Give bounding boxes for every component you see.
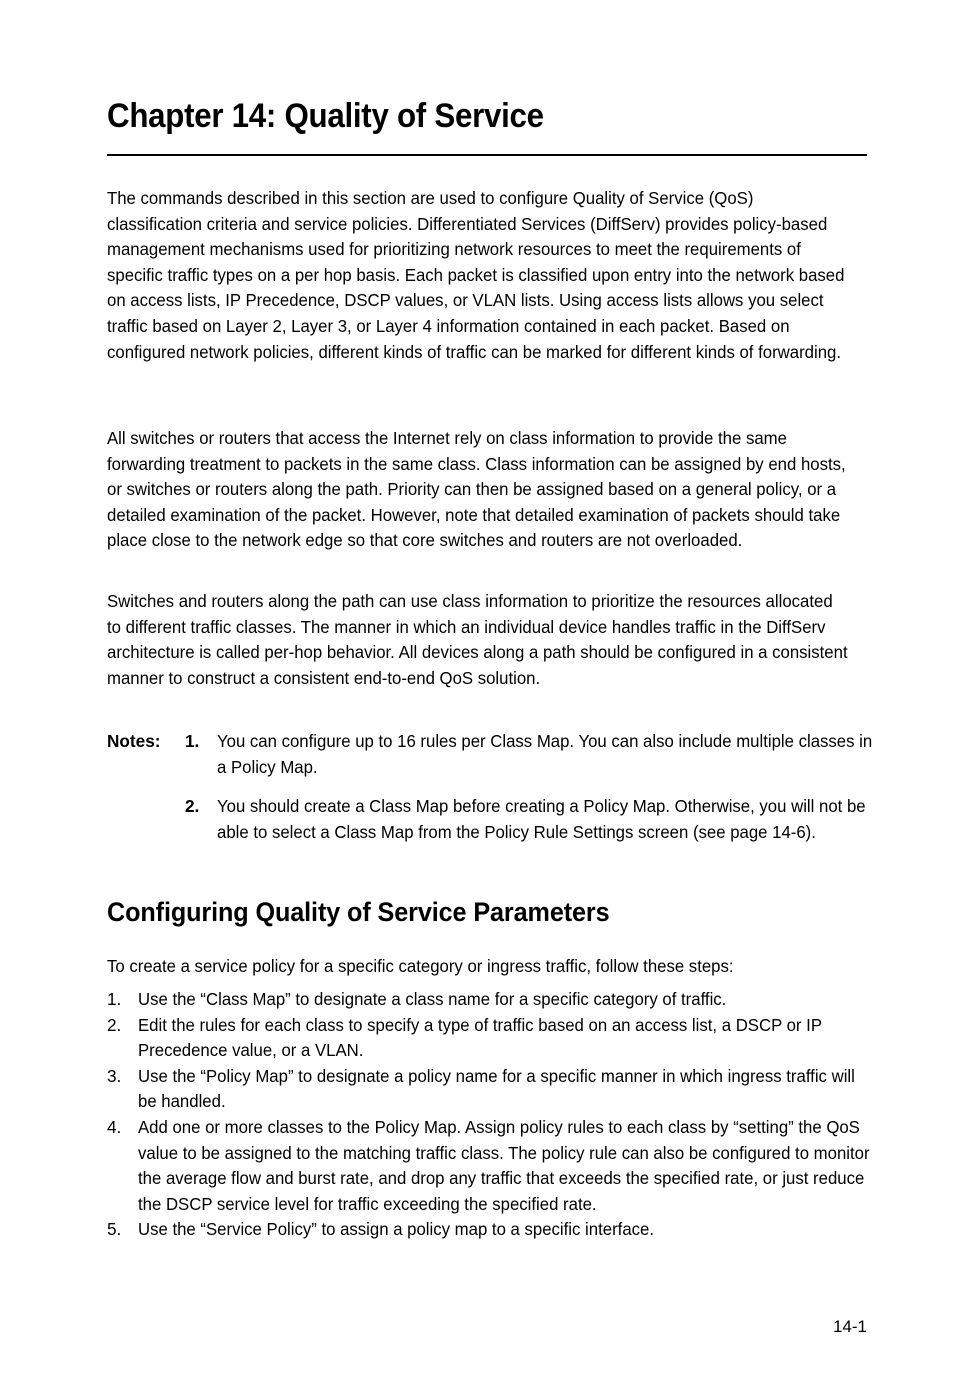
steps-list [107,987,877,1243]
chapter-title: Chapter 14: Quality of Service [107,97,544,135]
step-item-number: 4. [107,1116,122,1137]
step-item [107,1064,877,1115]
title-divider-rule [107,154,867,156]
step-item-text: Use the “Policy Map” to designate a policy name for a specific manner in which ingress traffic will be handled. [138,1065,855,1112]
notes-block [107,729,877,845]
step-item [107,987,877,1013]
step-item-number: 3. [107,1065,122,1086]
page-number: 14-1 [832,1317,867,1336]
step-item-number: 2. [107,1014,122,1035]
note-item-text: You should create a Class Map before creating a Policy Map. Otherwise, you will not be able to select a Class Map from the Policy Rule Settings screen (see page 14-6). [217,796,866,842]
note-item-number: 2. [185,796,200,817]
section-heading: Configuring Quality of Service Parameters [107,897,610,927]
note-item-text: You can configure up to 16 rules per Class Map. You can also include multiple classes in a Policy Map. [217,731,873,777]
step-item [107,1217,877,1243]
notes-label: Notes: [107,731,161,751]
intro-paragraph-1: The commands described in this section are used to configure Quality of Service (QoS) classification criteria and service policies. Differentiated Services (DiffServ) provides policy-based management mechanisms used for prioritizing network resources to meet the requirements of specific traffic types on a per hop basis. Each packet is classified upon entry into the network based on access lists, IP Precedence, DSCP values, or VLAN lists. Using access lists allows you select traffic based on Layer 2, Layer 3, or Layer 4 information contained in each packet. Based on configured network policies, different kinds of traffic can be marked for different kinds of forwarding. [107,188,845,362]
step-item-text: Use the “Class Map” to designate a class name for a specific category of traffic. [138,989,727,1009]
note-item-number: 1. [185,731,200,751]
step-item-number: 5. [107,1219,122,1240]
step-item [107,1115,877,1217]
intro-paragraph-3: Switches and routers along the path can use class information to prioritize the resources allocated to different traffic classes. The manner in which an individual device handles traffic in the DiffServ architecture is called per-hop behavior. All devices along a path should be configured in a consistent manner to construct a consistent end-to-end QoS solution. [107,591,848,688]
section-intro-line: To create a service policy for a specific category or ingress traffic, follow these steps: [107,956,734,976]
step-item [107,1013,877,1064]
step-item-text: Use the “Service Policy” to assign a policy map to a specific interface. [138,1219,655,1240]
note-item [107,729,877,780]
page-footer [107,1316,867,1338]
step-item-number: 1. [107,989,122,1009]
note-item [107,794,877,845]
step-item-text: Add one or more classes to the Policy Map. Assign policy rules to each class by “setting” the QoS value to be assigned to the matching traffic class. The policy rule can also be configured to monitor the average flow and burst rate, and drop any traffic that exceeds the specified rate, or just reduce the DSCP service level for traffic exceeding the specified rate. [138,1116,870,1214]
step-item-text: Edit the rules for each class to specify a type of traffic based on an access list, a DSCP or IP Precedence value, or a VLAN. [138,1014,822,1061]
intro-paragraph-2: All switches or routers that access the Internet rely on class information to provide the same forwarding treatment to packets in the same class. Class information can be assigned by end hosts, or switches or routers along the path. Priority can then be assigned based on a general policy, or a detailed examination of the packet. However, note that detailed examination of packets should take place close to the network edge so that core switches and routers are not overloaded. [107,428,846,551]
